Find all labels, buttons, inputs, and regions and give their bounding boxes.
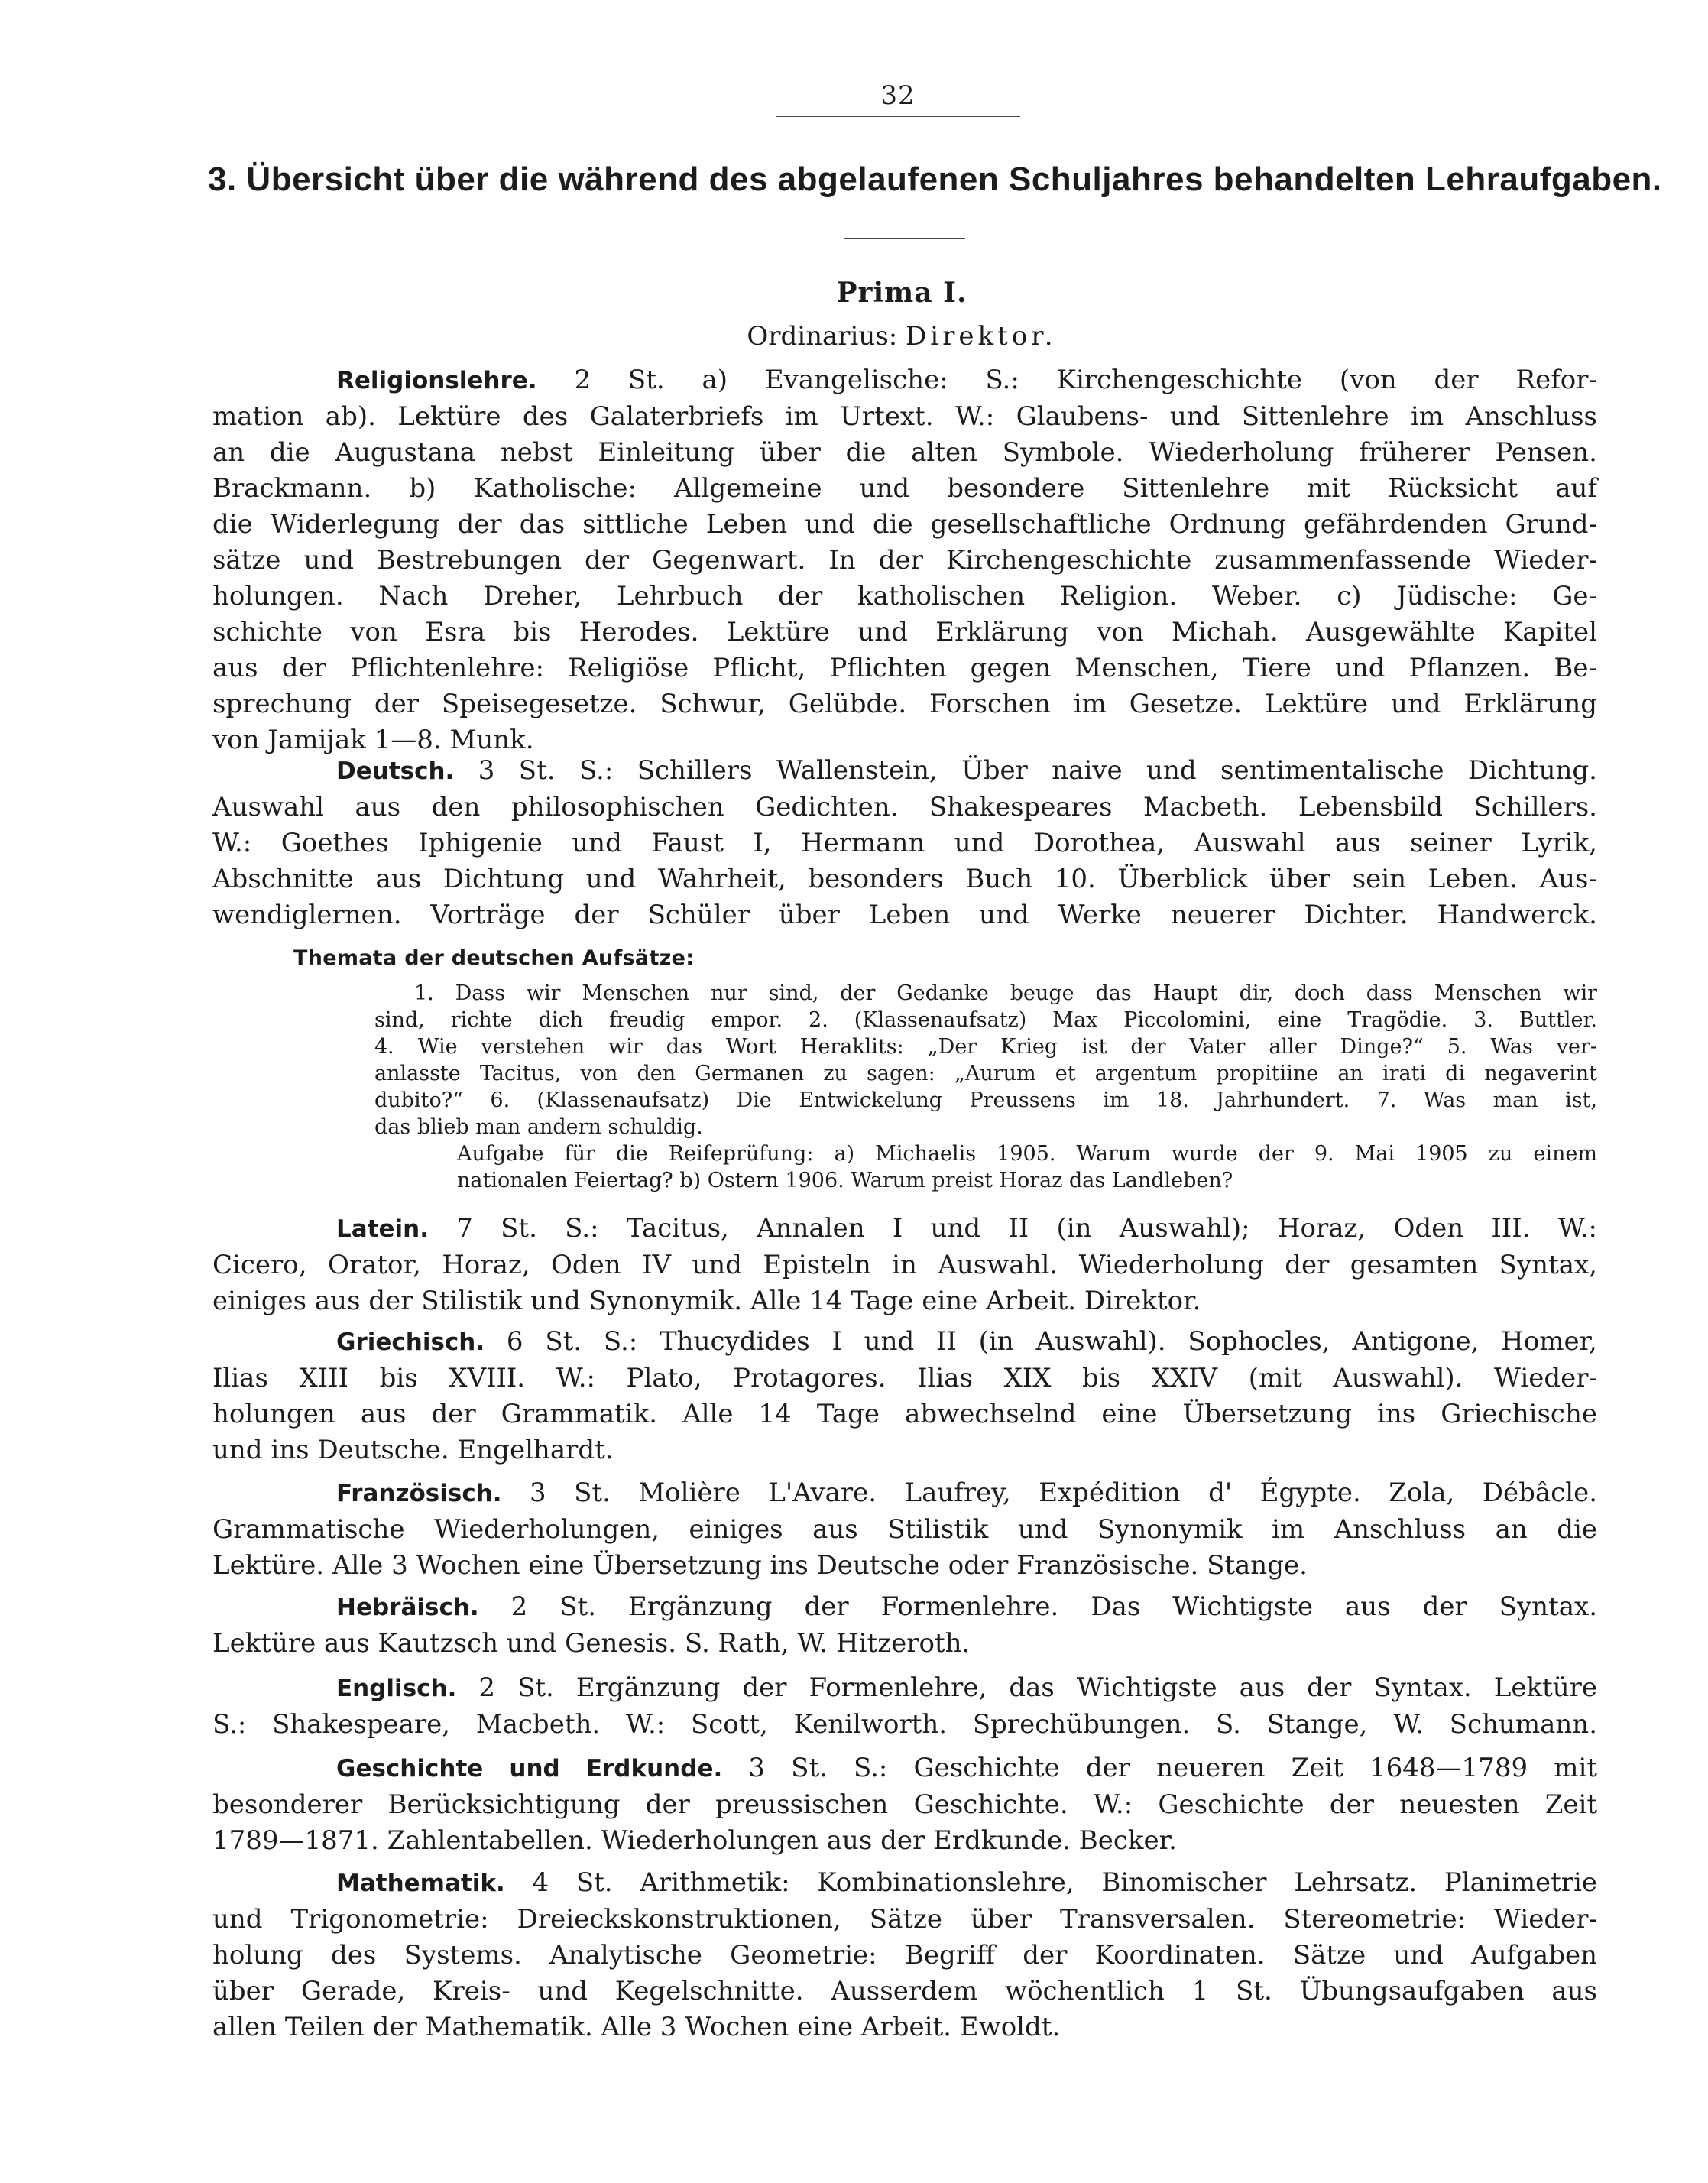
themata-heading: Themata der deutschen Aufsätze: <box>293 946 695 970</box>
paragraph-line: Abschnitte aus Dichtung und Wahrheit, besonders Buch 10. Überblick über sein Leben. Aus- <box>212 864 1597 894</box>
subject-title: Religionslehre. <box>336 367 537 394</box>
paragraph-line: von Jamijak 1—8. Munk. <box>212 725 534 755</box>
paragraph-line: aus der Pflichtenlehre: Religiöse Pflicht, Pflichten gegen Menschen, Tiere und Pflanzen. Be- <box>212 653 1597 683</box>
ordinarius-label: Ordinarius: <box>747 321 898 352</box>
themata-line: sind, richte dich freudig empor. 2. (Klassenaufsatz) Max Piccolomini, eine Tragödie. 3. Buttler. <box>374 1008 1597 1032</box>
subject-title: Geschichte und Erdkunde. <box>336 1755 723 1782</box>
paragraph-line: mation ab). Lektüre des Galaterbriefs im Urtext. W.: Glaubens- und Sittenlehre im Anschluss <box>212 401 1597 432</box>
paragraph-line: Lektüre aus Kautzsch und Genesis. S. Rath, W. Hitzeroth. <box>212 1628 971 1659</box>
page-number: 32 <box>880 80 916 111</box>
section-latein <box>212 1211 1597 1319</box>
subject-title: Latein. <box>336 1215 429 1243</box>
paragraph-line: und Trigonometrie: Dreieckskonstruktionen, Sätze über Transversalen. Stereometrie: Wieder- <box>212 1904 1597 1935</box>
paragraph-line: Lektüre. Alle 3 Wochen eine Übersetzung ins Deutsche oder Französische. Stange. <box>212 1550 1308 1581</box>
subject-title: Deutsch. <box>336 757 455 785</box>
paragraph-line: schichte von Esra bis Herodes. Lektüre und Erklärung von Michah. Ausgewählte Kapitel <box>212 617 1597 647</box>
section-hebraeisch <box>212 1589 1597 1662</box>
paragraph-line: an die Augustana nebst Einleitung über die alten Symbole. Wiederholung früherer Pensen. <box>212 437 1597 468</box>
header-rule <box>776 116 1020 117</box>
class-title: Prima I. <box>836 277 967 309</box>
paragraph-line: Cicero, Orator, Horaz, Oden IV und Episteln in Auswahl. Wiederholung der gesamten Syntax, <box>212 1250 1597 1280</box>
paragraph-line: holungen. Nach Dreher, Lehrbuch der katholischen Religion. Weber. c) Jüdische: Ge- <box>212 581 1597 611</box>
paragraph-line: holungen aus der Grammatik. Alle 14 Tage abwechselnd eine Übersetzung ins Griechische <box>212 1399 1597 1429</box>
paragraph-line: Ilias XIII bis XVIII. W.: Plato, Protagores. Ilias XIX bis XXIV (mit Auswahl). Wieder- <box>212 1363 1597 1393</box>
paragraph-line: wendiglernen. Vorträge der Schüler über Leben und Werke neuerer Dichter. Handwerck. <box>212 900 1597 930</box>
section-religion <box>212 362 1597 758</box>
paragraph-line: besonderer Berücksichtigung der preussischen Geschichte. W.: Geschichte der neuesten Zeit <box>212 1789 1597 1820</box>
subject-title: Griechisch. <box>336 1328 485 1356</box>
subject-title: Englisch. <box>336 1675 457 1702</box>
themata-line: das blieb man andern schuldig. <box>374 1115 703 1139</box>
ordinarius-name: Direktor. <box>906 321 1057 352</box>
reife-line: Aufgabe für die Reifeprüfung: a) Michaelis 1905. Warum wurde der 9. Mai 1905 zu einem <box>457 1142 1597 1166</box>
themata-line: 4. Wie verstehen wir das Wort Heraklits: „Der Krieg ist der Vater aller Dinge?“ 5. Was ver- <box>374 1035 1597 1059</box>
paragraph-line: sätze und Bestrebungen der Gegenwart. In der Kirchengeschichte zusammenfassende Wieder- <box>212 545 1597 576</box>
themata-line: anlasste Tacitus, von den Germanen zu sagen: „Aurum et argentum propitiine an irati di negaverint <box>374 1062 1597 1085</box>
paragraph-line: Mathematik. 4 St. Arithmetik: Kombinationslehre, Binomischer Lehrsatz. Planimetrie <box>336 1867 1597 1898</box>
section-griechisch <box>212 1324 1597 1468</box>
paragraph-line: Französisch. 3 St. Molière L'Avare. Laufrey, Expédition d' Égypte. Zola, Débâcle. <box>336 1477 1597 1508</box>
paragraph-line: Hebräisch. 2 St. Ergänzung der Formenlehre. Das Wichtigste aus der Syntax. <box>336 1591 1597 1622</box>
paragraph-line: W.: Goethes Iphigenie und Faust I, Hermann und Dorothea, Auswahl aus seiner Lyrik, <box>212 828 1597 858</box>
section-franzoesisch <box>212 1475 1597 1584</box>
themata-list <box>374 980 1597 1007</box>
paragraph-line: einiges aus der Stilistik und Synonymik. Alle 14 Tage eine Arbeit. Direktor. <box>212 1286 1201 1316</box>
paragraph-line: Religionslehre. 2 St. a) Evangelische: S.: Kirchengeschichte (von der Refor- <box>336 365 1597 395</box>
section-deutsch <box>212 753 1597 933</box>
paragraph-line: über Gerade, Kreis- und Kegelschnitte. Ausserdem wöchentlich 1 St. Übungsaufgaben aus <box>212 1976 1597 2006</box>
paragraph-line: sprechung der Speisegesetze. Schwur, Gelübde. Forschen im Gesetze. Lektüre und Erklärung <box>212 689 1597 719</box>
paragraph-line: Geschichte und Erdkunde. 3 St. S.: Geschichte der neueren Zeit 1648—1789 mit <box>336 1753 1597 1783</box>
section-mathematik <box>212 1865 1597 2045</box>
paragraph-line: Grammatische Wiederholungen, einiges aus Stilistik und Synonymik im Anschluss an die <box>212 1514 1597 1545</box>
paragraph-line: S.: Shakespeare, Macbeth. W.: Scott, Kenilworth. Sprechübungen. S. Stange, W. Schumann. <box>212 1709 1597 1740</box>
section-englisch <box>212 1670 1597 1743</box>
section-heading: 3. Übersicht über die während des abgelaufenen Schuljahres behandelten Lehraufgaben. <box>208 161 1662 198</box>
paragraph-line: die Widerlegung der das sittliche Leben und die gesellschaftliche Ordnung gefährdenden Grund- <box>212 509 1597 540</box>
subject-title: Hebräisch. <box>336 1594 479 1621</box>
subject-title: Mathematik. <box>336 1870 505 1897</box>
themata-line: 1. Dass wir Menschen nur sind, der Gedanke beuge das Haupt dir, doch dass Menschen wir <box>414 981 1597 1005</box>
section-geschichte <box>212 1750 1597 1859</box>
reife-line: nationalen Feiertag? b) Ostern 1906. Warum preist Horaz das Landleben? <box>457 1169 1233 1192</box>
subject-title: Französisch. <box>336 1480 502 1507</box>
themata-line: dubito?“ 6. (Klassenaufsatz) Die Entwickelung Preussens im 18. Jahrhundert. 7. Was man ist, <box>374 1088 1597 1112</box>
paragraph-line: und ins Deutsche. Engelhardt. <box>212 1435 614 1465</box>
paragraph-line: 1789—1871. Zahlentabellen. Wiederholungen aus der Erdkunde. Becker. <box>212 1825 1177 1856</box>
reifepruefung <box>457 1140 1597 1194</box>
themata-list-cont <box>374 1007 1597 1140</box>
paragraph-line: Englisch. 2 St. Ergänzung der Formenlehre, das Wichtigste aus der Syntax. Lektüre <box>336 1672 1597 1703</box>
ordinarius <box>535 321 1269 352</box>
paragraph-line: Griechisch. 6 St. S.: Thucydides I und II (in Auswahl). Sophocles, Antigone, Homer, <box>336 1326 1597 1357</box>
paragraph-line: Auswahl aus den philosophischen Gedichten. Shakespeares Macbeth. Lebensbild Schillers. <box>212 792 1597 822</box>
paragraph-line: Latein. 7 St. S.: Tacitus, Annalen I und II (in Auswahl); Horaz, Oden III. W.: <box>336 1213 1597 1244</box>
paragraph-line: allen Teilen der Mathematik. Alle 3 Wochen eine Arbeit. Ewoldt. <box>212 2012 1061 2042</box>
paragraph-line: holung des Systems. Analytische Geometrie: Begriff der Koordinaten. Sätze und Aufgaben <box>212 1940 1597 1971</box>
paragraph-line: Brackmann. b) Katholische: Allgemeine und besondere Sittenlehre mit Rücksicht auf <box>212 473 1597 504</box>
paragraph-line: Deutsch. 3 St. S.: Schillers Wallenstein, Über naive und sentimentalische Dichtung. <box>336 755 1597 786</box>
section-rule <box>844 238 965 239</box>
